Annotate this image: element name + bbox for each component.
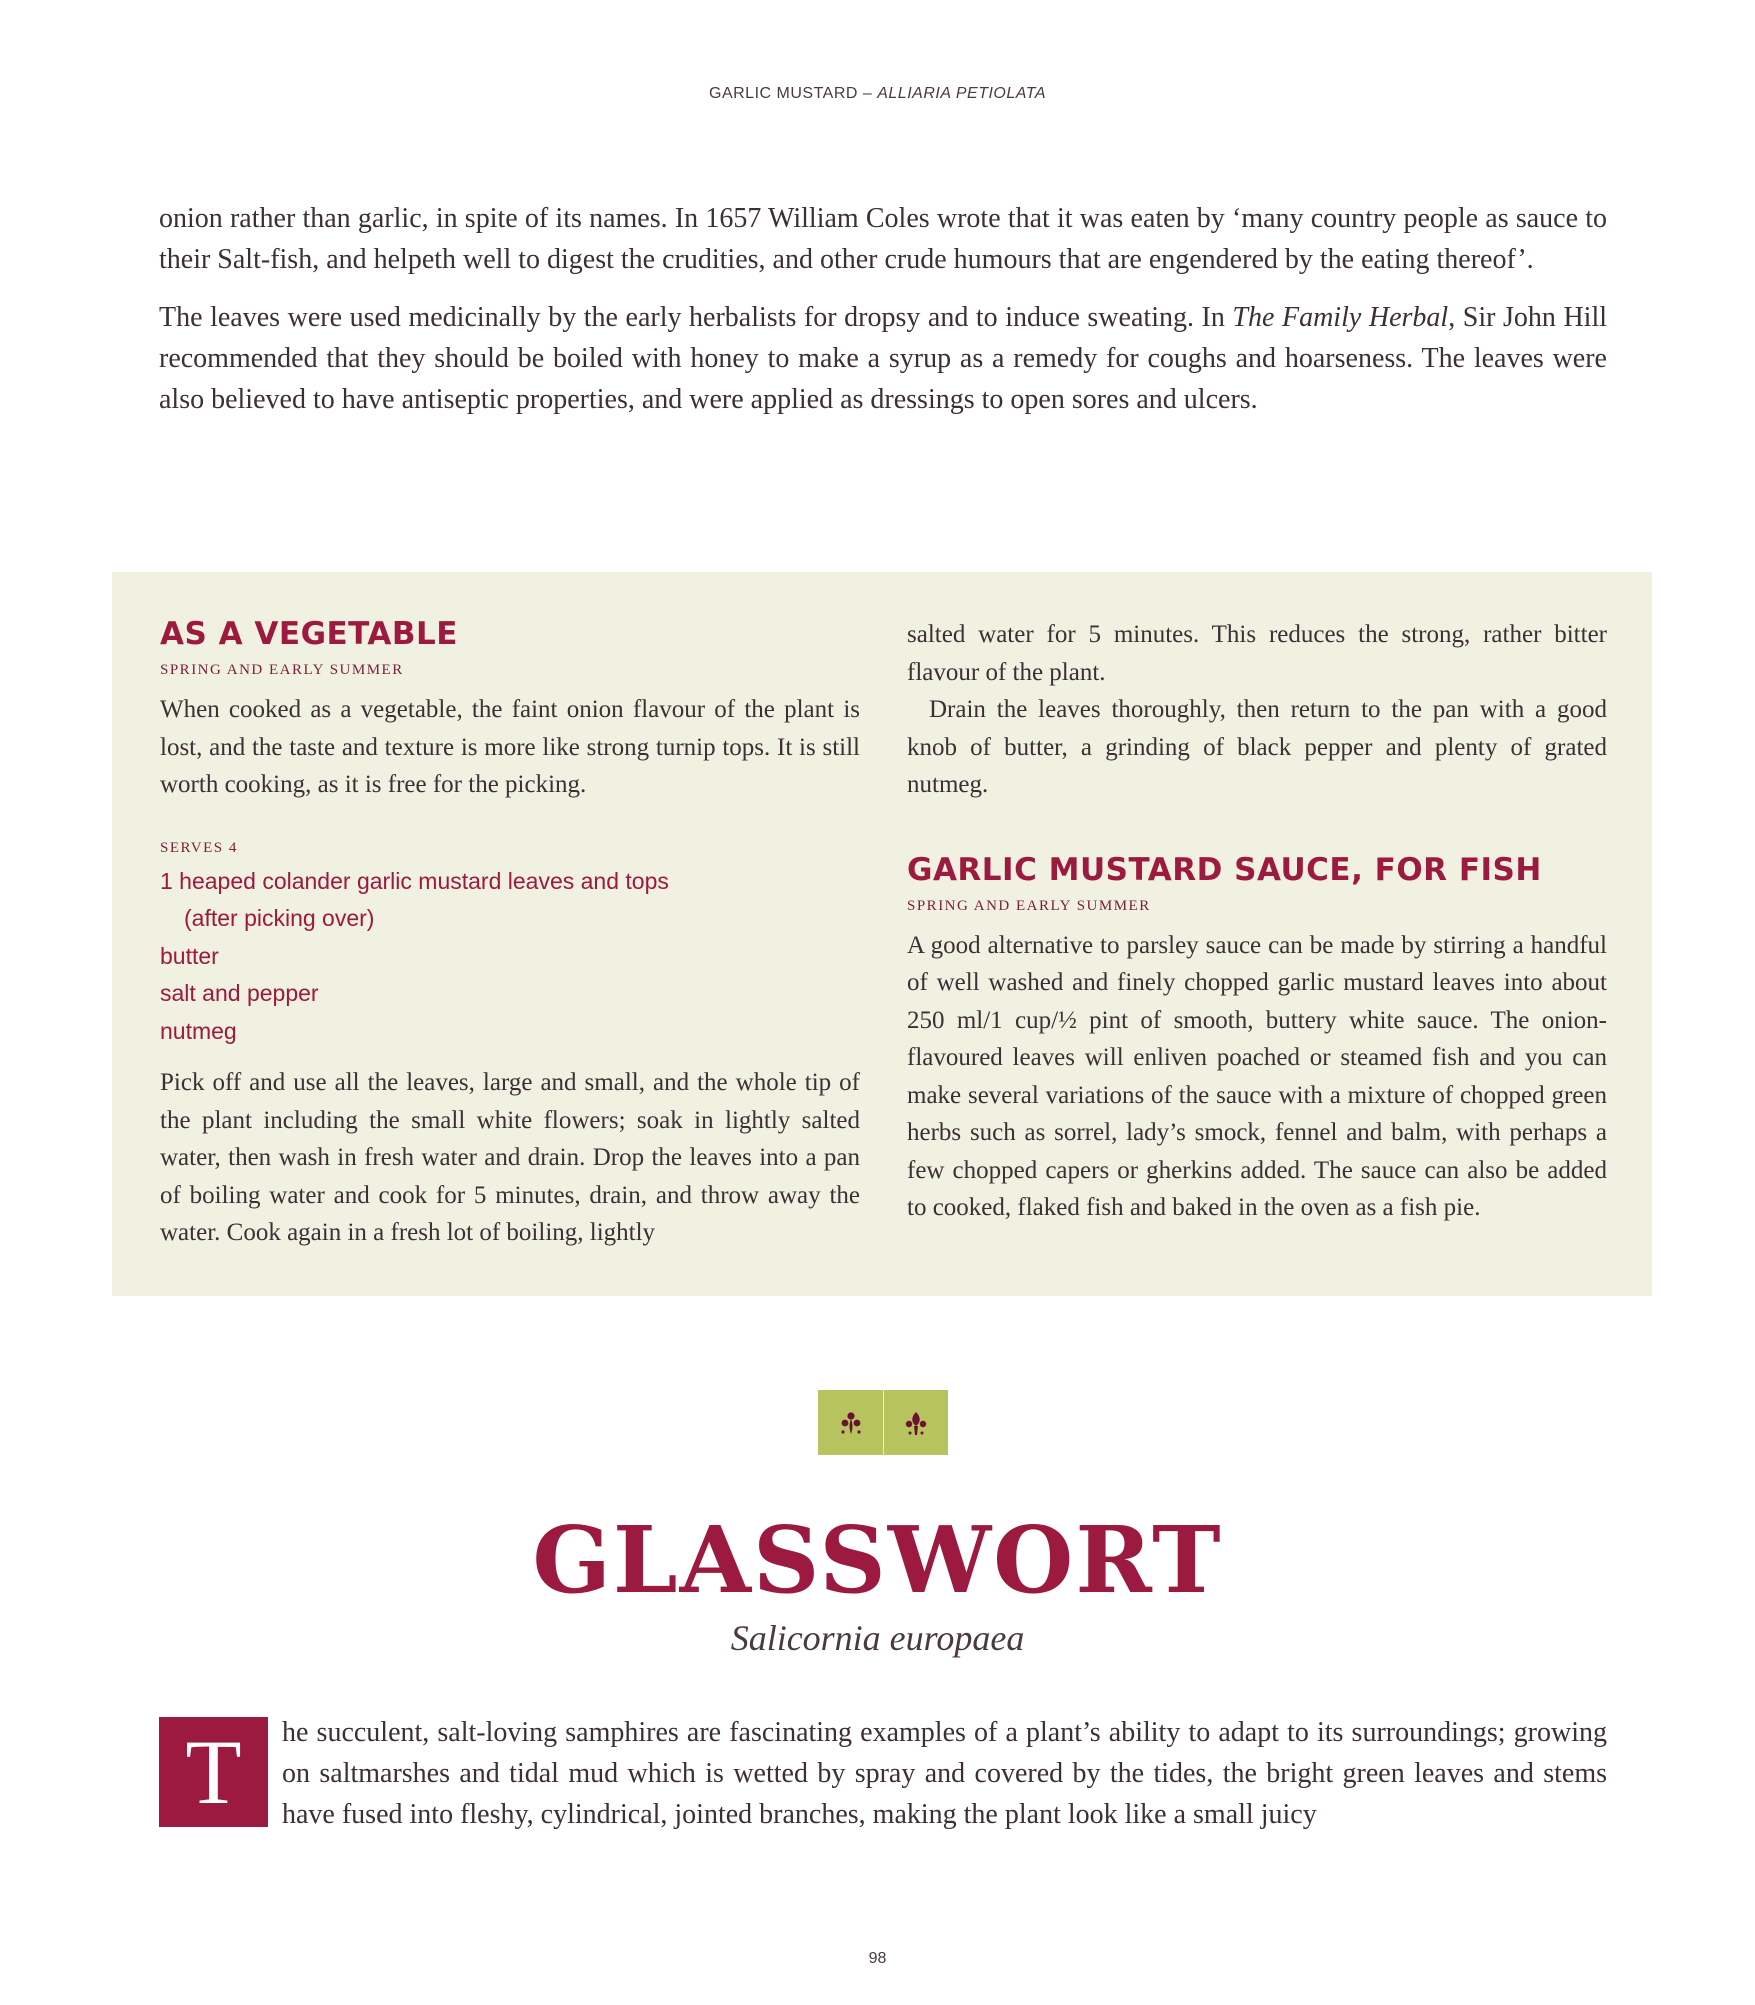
page-number: 98 xyxy=(868,1950,887,1967)
recipe-column-right xyxy=(907,616,1607,1227)
ingredient-item: salt and pepper xyxy=(160,980,319,1006)
recipe-season: SPRING AND EARLY SUMMER xyxy=(160,662,404,678)
section-scientific-name: Salicornia europaea xyxy=(730,1618,1025,1658)
intro-p2-after: , Sir John Hill recommended that they should be boiled with honey to make a syrup as a remedy for coughs and hoarseness. The leaves were also believed to have antiseptic properties, and were applied as dressings to open sores and ulcers. xyxy=(159,302,1608,415)
recipe-panel xyxy=(112,572,1652,1296)
ingredient-list xyxy=(160,863,860,1051)
recipe-title-sauce: GARLIC MUSTARD SAUCE, FOR FISH xyxy=(907,851,1542,888)
glasswort-body-text: he succulent, salt-loving samphires are fascinating examples of a plant’s ability to adapt to its surroundings; growing on saltmarshes and tidal mud which is wetted by spray and covered by the tides, the bright green leaves and stems have fused into fleshy, cylindrical, jointed branches, making the plant look like a small juicy xyxy=(282,1717,1607,1830)
recipe-season: SPRING AND EARLY SUMMER xyxy=(907,897,1151,914)
running-head xyxy=(0,85,1755,103)
recipe-title-vegetable: AS A VEGETABLE xyxy=(160,616,458,652)
book-title: The Family Herbal xyxy=(1232,302,1449,333)
intro-text xyxy=(159,198,1607,437)
running-head-scientific-name: ALLIARIA PETIOLATA xyxy=(877,85,1046,102)
running-head-title: GARLIC MUSTARD – xyxy=(709,85,878,102)
section-ornament xyxy=(818,1390,948,1455)
recipe-sauce-description: A good alternative to parsley sauce can be made by stirring a handful of well washed and finely chopped garlic mustard leaves into about 250 ml/1 cup/½ pint of smooth, buttery white sauce. The onion-flavoured leaves will enliven poached or steamed fish and you can make several variations of the sauce with a mixture of chopped green herbs such as sorrel, lady’s smock, fennel and balm, with perhaps a few chopped capers or gherkins added. The sauce can also be added to cooked, flaked fish and baked in the oven as a fish pie. xyxy=(907,931,1607,1221)
ornament-cell-right xyxy=(883,1390,948,1455)
recipe-method-2: salted water for 5 minutes. This reduces the strong, rather bitter flavour of the plant. xyxy=(907,621,1607,686)
recipe-method-1: Pick off and use all the leaves, large and small, and the whole tip of the plant including the small white flowers; soak in lightly salted water, then wash in fresh water and drain. Drop the leaves into a pan of boiling water and cook for 5 minutes, drain, and throw away the water. Cook again in a fresh lot of boiling, lightly xyxy=(160,1069,860,1246)
ingredient-item-continuation: (after picking over) xyxy=(184,905,375,931)
fleuron-icon xyxy=(901,1408,931,1438)
ingredient-item: butter xyxy=(160,942,219,969)
recipe-method-3: Drain the leaves thoroughly, then return to the pan with a good knob of butter, a grinding of black pepper and plenty of grated nutmeg. xyxy=(907,696,1607,798)
intro-p2-before: The leaves were used medicinally by the early herbalists for dropsy and to induce sweating. In xyxy=(159,302,1233,333)
recipe-column-left xyxy=(160,614,860,1252)
ingredient-item: 1 heaped colander garlic mustard leaves and tops xyxy=(160,867,669,894)
serves-label: SERVES 4 xyxy=(160,839,238,856)
intro-paragraph-1: onion rather than garlic, in spite of its names. In 1657 William Coles wrote that it was eaten by ‘many country people as sauce to their Salt-fish, and helpeth well to digest the crudities, and other crude humours that are engendered by the eating thereof’. xyxy=(159,203,1607,275)
intro-paragraph-2 xyxy=(159,297,1607,420)
drop-cap: T xyxy=(159,1717,268,1827)
fleuron-icon xyxy=(836,1408,866,1438)
ingredient-item: nutmeg xyxy=(160,1017,237,1044)
section-title: GLASSWORT xyxy=(532,1506,1223,1614)
ornament-cell-left xyxy=(818,1390,883,1455)
recipe-description: When cooked as a vegetable, the faint onion flavour of the plant is lost, and the taste and texture is more like strong turnip tops. It is still worth cooking, as it is free for the picking. xyxy=(160,696,860,798)
